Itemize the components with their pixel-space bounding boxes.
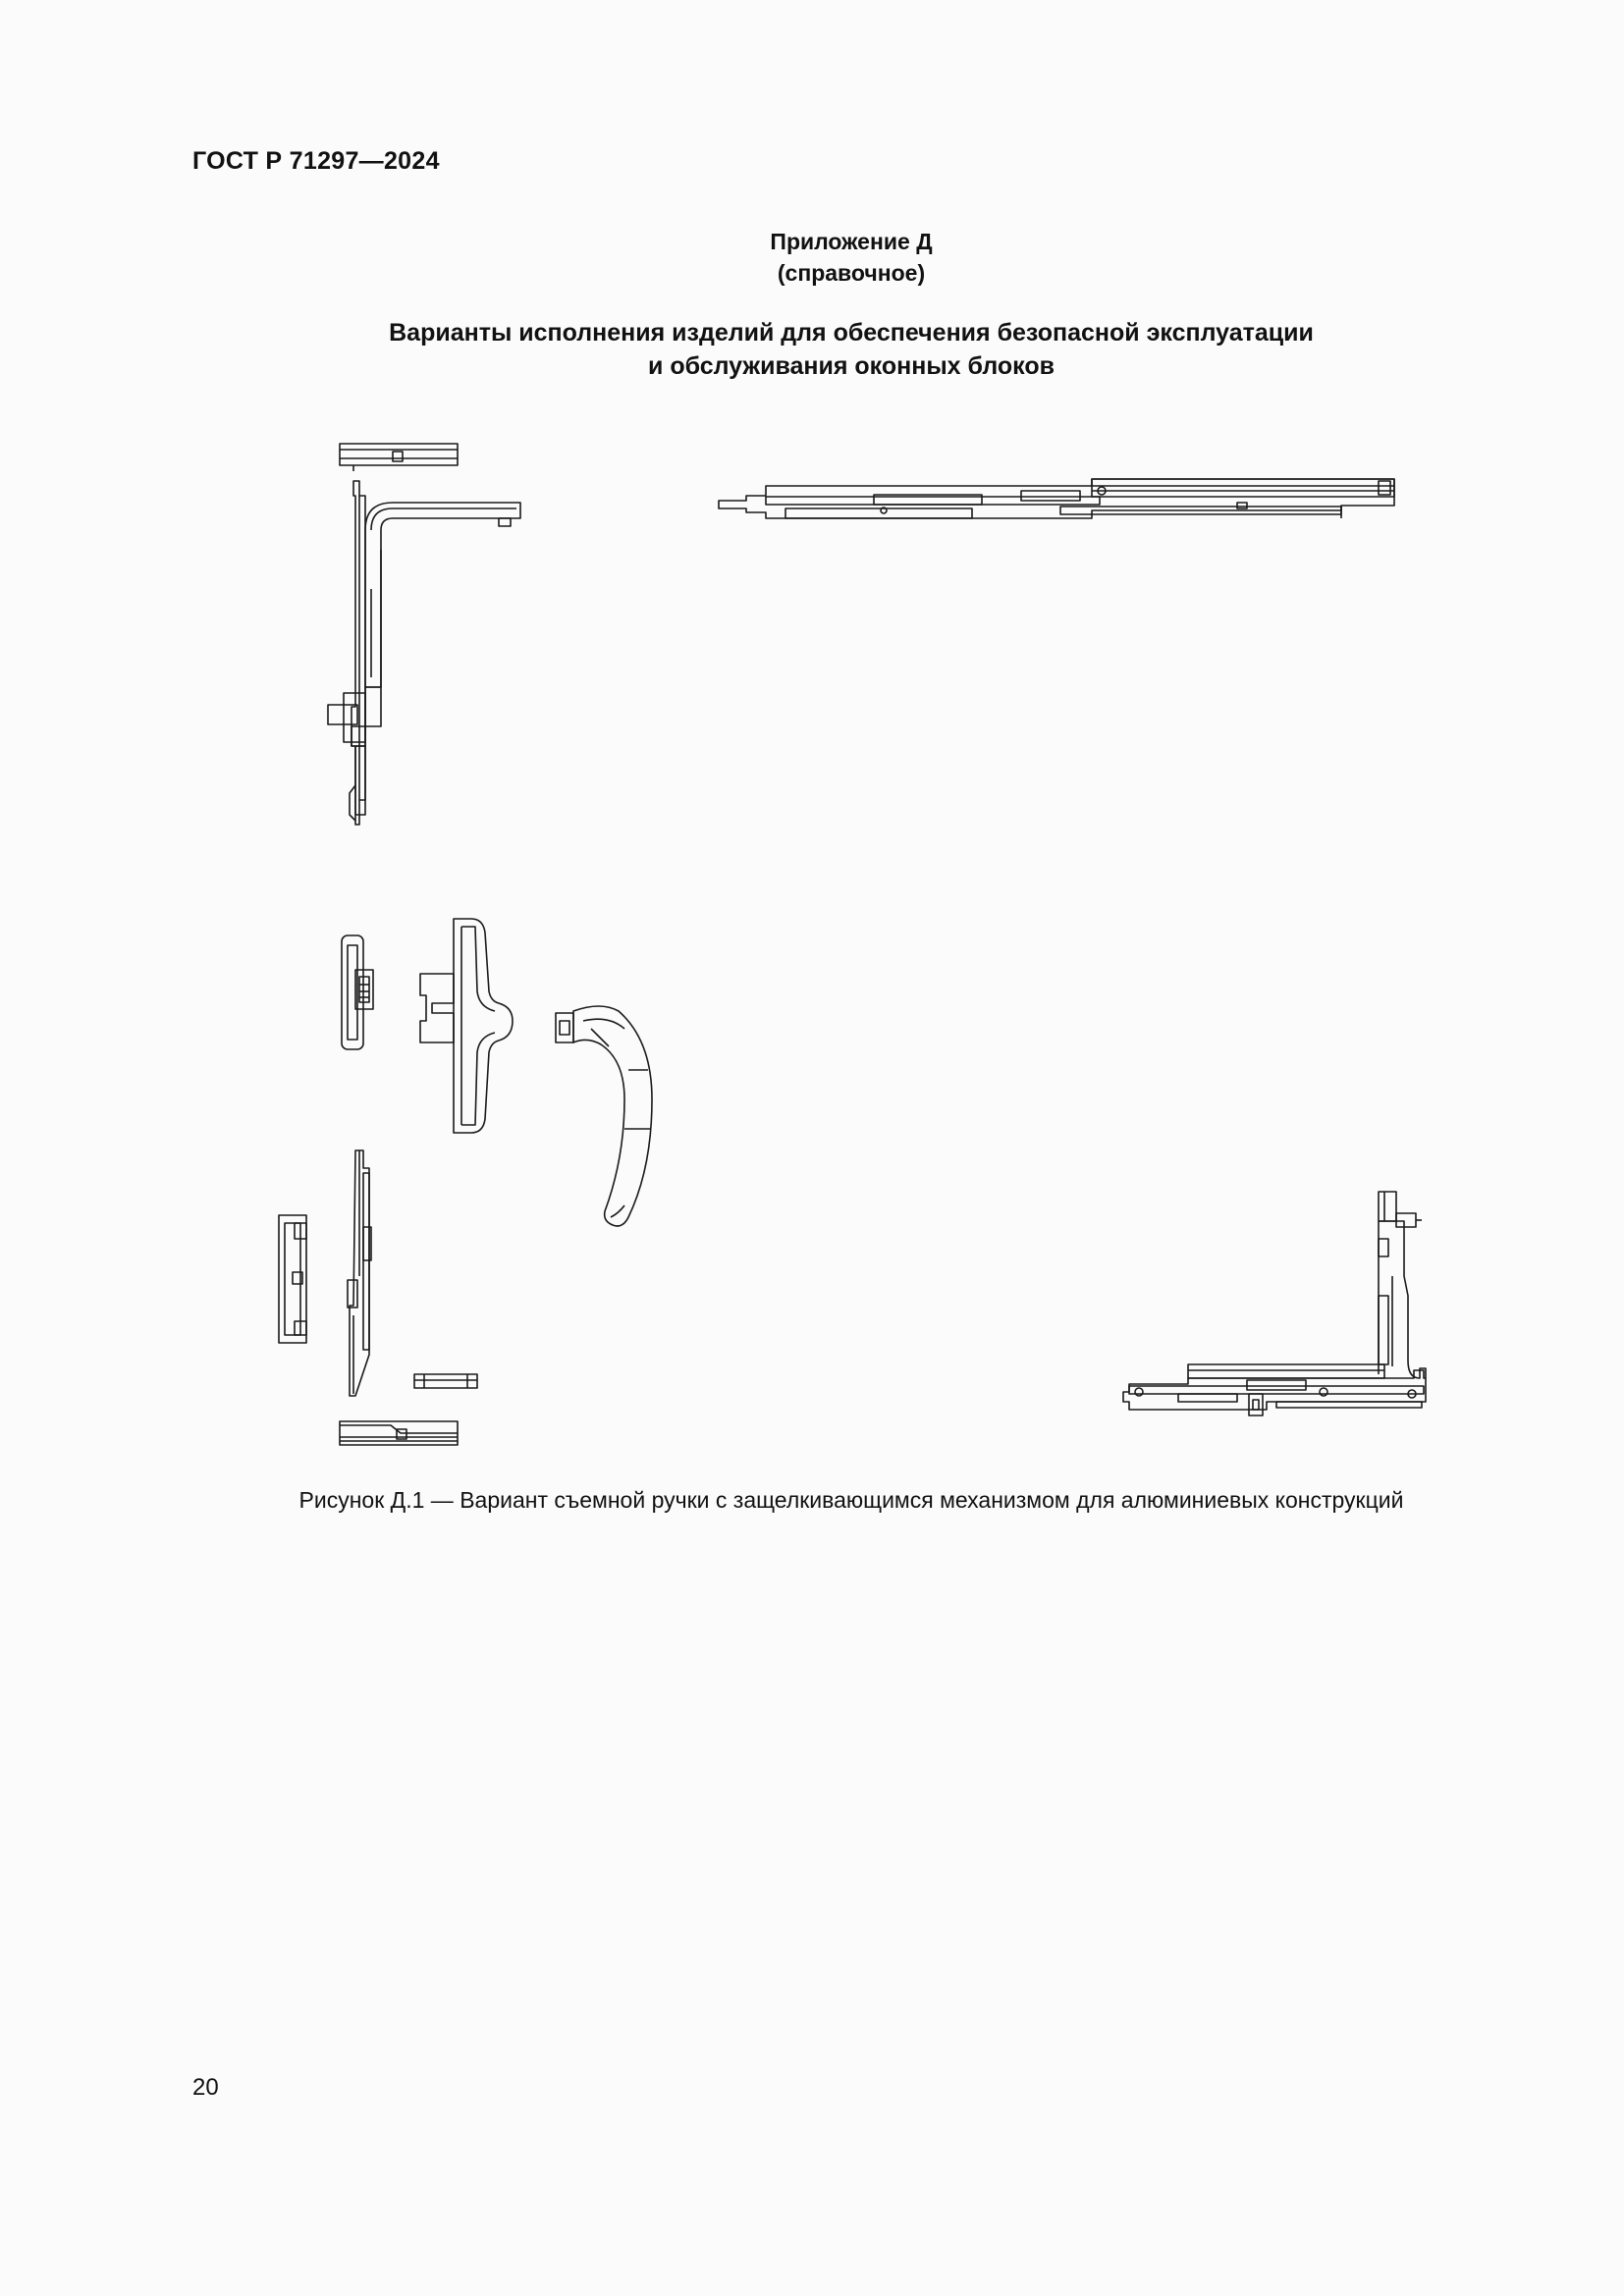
lock-rod-icon — [348, 1150, 371, 1396]
section-title-line-1: Варианты исполнения изделий для обеспечения безопасной эксплуатации — [389, 319, 1314, 347]
cover-bracket-icon — [279, 1215, 306, 1343]
figure-caption: Рисунок Д.1 — Вариант съемной ручки с защелкивающимся механизмом для алюминиевых конструкций — [298, 1487, 1404, 1513]
appendix-type: (справочное) — [777, 260, 926, 286]
lower-corner-drive-drawing-icon — [1123, 1192, 1426, 1415]
handle-drawing-icon — [556, 1006, 652, 1226]
handle-base-icon — [420, 919, 513, 1133]
corner-drive-drawing-icon — [328, 481, 520, 825]
striker-plate-icon — [342, 935, 373, 1049]
standard-code: ГОСТ Р 71297—2024 — [192, 147, 440, 175]
page-number: 20 — [192, 2074, 219, 2101]
bottom-plate-icon — [340, 1421, 458, 1445]
horizontal-rod-drawing-icon — [719, 479, 1394, 518]
small-bolt-icon — [414, 1374, 477, 1388]
section-title-line-2: и обслуживания оконных блоков — [648, 352, 1055, 380]
top-plate-icon — [340, 444, 458, 471]
appendix-label: Приложение Д — [770, 229, 933, 254]
